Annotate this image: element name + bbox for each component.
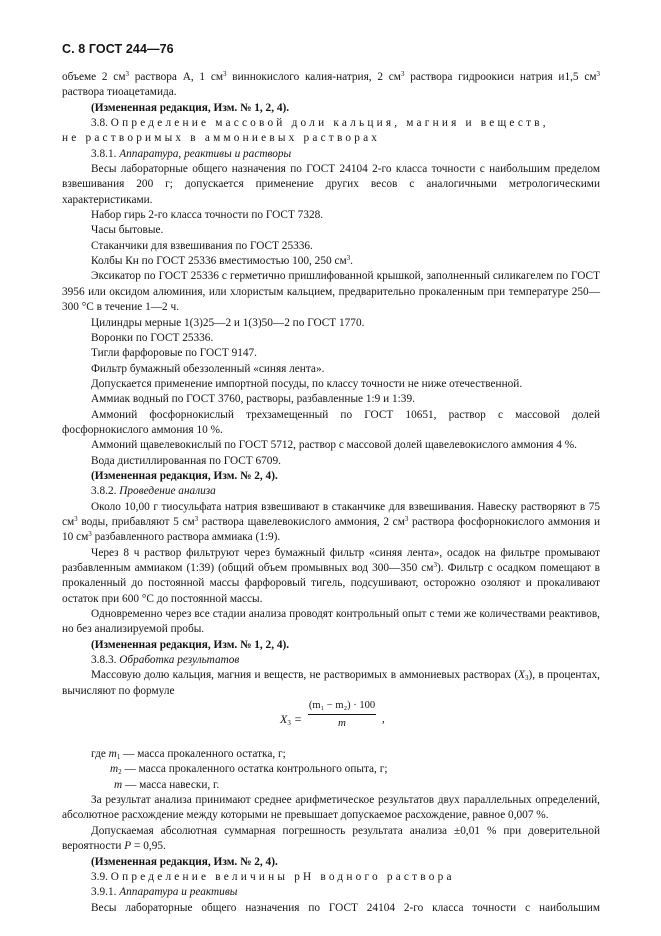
paragraph: Эксикатор по ГОСТ 25336 с герметично пришлифованной крышкой, заполненный силикагелем по ГОСТ 3956 или оксидом алюминия, или хлористым кальцием, предварительно прокаленным при температуре 250—300 °С в течение 1—2 ч. xyxy=(62,270,600,314)
paragraph: Массовую долю кальция, магния и веществ, не растворимых в аммониевых растворах $(X_3)$, в процентах, вычисляют по формуле xyxy=(62,669,601,697)
paragraph-continuation: объеме 2 $см^3$ раствора А, 1 $см^3$ виннокислого калия-натрия, 2 $см^3$ раствора гидроокиси натрия и1,5 $см^3$ раствора тиоацетамида. xyxy=(62,70,600,99)
formula-lhs: $X_3$ = xyxy=(280,712,302,728)
paragraph: Аммоний щавелевокислый по ГОСТ 5712, раствор с массовой долей щавелевокислого аммония 4 %. xyxy=(91,439,577,452)
paragraph: Допускается применение импортной посуды, по классу точности не ниже отечественной. xyxy=(91,377,523,390)
paragraph: Весы лабораторные общего назначения по ГОСТ 24104 2-го класса точности с наибольшим пределом взвешивания 200 г; допускается применение других весов с аналогичными метрологическими характеристиками. xyxy=(62,163,600,206)
paragraph: Тигли фарфоровые по ГОСТ 9147. xyxy=(91,347,257,360)
paragraph: Допускаемая абсолютная суммарная погрешность результата анализа ±0,01 % при доверительной вероятности P = 0,95. xyxy=(62,824,600,853)
subsection-heading-3-8-1: 3.8.1. Аппаратура, реактивы и растворы xyxy=(91,147,292,160)
subsection-heading-3-8-2: 3.8.2. Проведение анализа xyxy=(91,485,216,498)
subsection-heading-3-8-3: 3.8.3. Обработка результатов xyxy=(91,654,240,667)
subsection-heading-3-9-1: 3.9.1. Аппаратура и реактивы xyxy=(91,886,238,899)
formula-fraction xyxy=(306,699,378,731)
definition-m: m — масса навески, г. xyxy=(114,778,220,791)
paragraph: Аммиак водный по ГОСТ 3760, растворы, разбавленные 1:9 и 1:39. xyxy=(91,393,415,406)
definition-m1: где $m_1$ — масса прокаленного остатка, г; xyxy=(91,748,286,762)
section-heading-3-8-cont: не растворимых в аммониевых растворах xyxy=(62,132,381,145)
paragraph: Через 8 ч раствор фильтруют через бумажный фильтр «синяя лента», осадок на фильтре промывают разбавленным аммиаком (1:39) (общий объем промывных вод 300—350 $см^3$). Фильтр с осадком помещают в прокаленный до постоянной массы фарфоровый тигель, подсушивают, осторожно озоляют и прокаливают остаток при 600 °С до постоянной массы. xyxy=(62,546,601,605)
variable-definitions xyxy=(62,747,600,793)
paragraph: Набор гирь 2-го класса точности по ГОСТ 7328. xyxy=(91,209,324,222)
paragraph: Фильтр бумажный обеззоленный «синяя лента». xyxy=(91,362,325,375)
paragraph: Вода дистиллированная по ГОСТ 6709. xyxy=(91,454,281,467)
revision-note: (Измененная редакция, Изм. № 2, 4). xyxy=(91,855,278,868)
definition-m2: $m_2$ — масса прокаленного остатка контрольного опыта, г; xyxy=(110,763,388,777)
paragraph: Весы лабораторные общего назначения по ГОСТ 24104 2-го класса точности с наибольшим xyxy=(91,901,600,914)
section-heading-3-8: 3.8. Определение массовой доли кальция, магния и веществ, xyxy=(91,117,549,130)
paragraph: Аммоний фосфорнокислый трехзамещенный по ГОСТ 10651, раствор с массовой долей фосфорнокислого аммония 10 %. xyxy=(62,408,600,436)
paragraph: Одновременно через все стадии анализа проводят контрольный опыт с теми же количествами реактивов, но без анализируемой пробы. xyxy=(62,608,600,636)
formula-x3 xyxy=(62,699,600,745)
revision-note: (Измененная редакция, Изм. № 1, 2, 4). xyxy=(91,638,290,651)
paragraph: Колбы Кн по ГОСТ 25336 вместимостью 100, 250 $см^3$. xyxy=(91,254,353,268)
paragraph: Воронки по ГОСТ 25336. xyxy=(91,331,214,344)
revision-note: (Измененная редакция, Изм. № 1, 2, 4). xyxy=(91,101,290,114)
fraction-bar xyxy=(308,714,376,715)
section-heading-3-9: 3.9. Определение величины рН водного раствора xyxy=(91,870,455,883)
paragraph: Стаканчики для взвешивания по ГОСТ 25336. xyxy=(91,239,313,252)
paragraph: За результат анализа принимают среднее арифметическое результатов двух параллельных определений, абсолютное расхождение между которыми не превышает допускаемое расхождение, равное 0,007 %. xyxy=(62,794,600,822)
paragraph: Цилиндры мерные 1(3)25—2 и 1(3)50—2 по ГОСТ 1770. xyxy=(91,316,365,329)
formula-tail: , xyxy=(382,713,385,726)
paragraph: Около 10,00 г тиосульфата натрия взвешивают в стаканчике для взвешивания. Навеску растворяют в 75 $см^3$ воды, прибавляют 5 $см^3$ раствора щавелевокислого аммония, 2 $см^3$ раствора фосфорнокислого аммония и 10 $см^3$ разбавленного раствора аммиака (1:9). xyxy=(62,500,600,544)
page-header: С. 8 ГОСТ 244—76 xyxy=(62,42,174,56)
revision-note: (Измененная редакция, Изм. № 2, 4). xyxy=(91,469,278,482)
paragraph: Часы бытовые. xyxy=(91,224,164,237)
formula-numerator: (m₁ − m₂) · 100 xyxy=(308,700,376,712)
formula-denominator: m xyxy=(338,717,346,730)
document-body xyxy=(62,70,600,916)
